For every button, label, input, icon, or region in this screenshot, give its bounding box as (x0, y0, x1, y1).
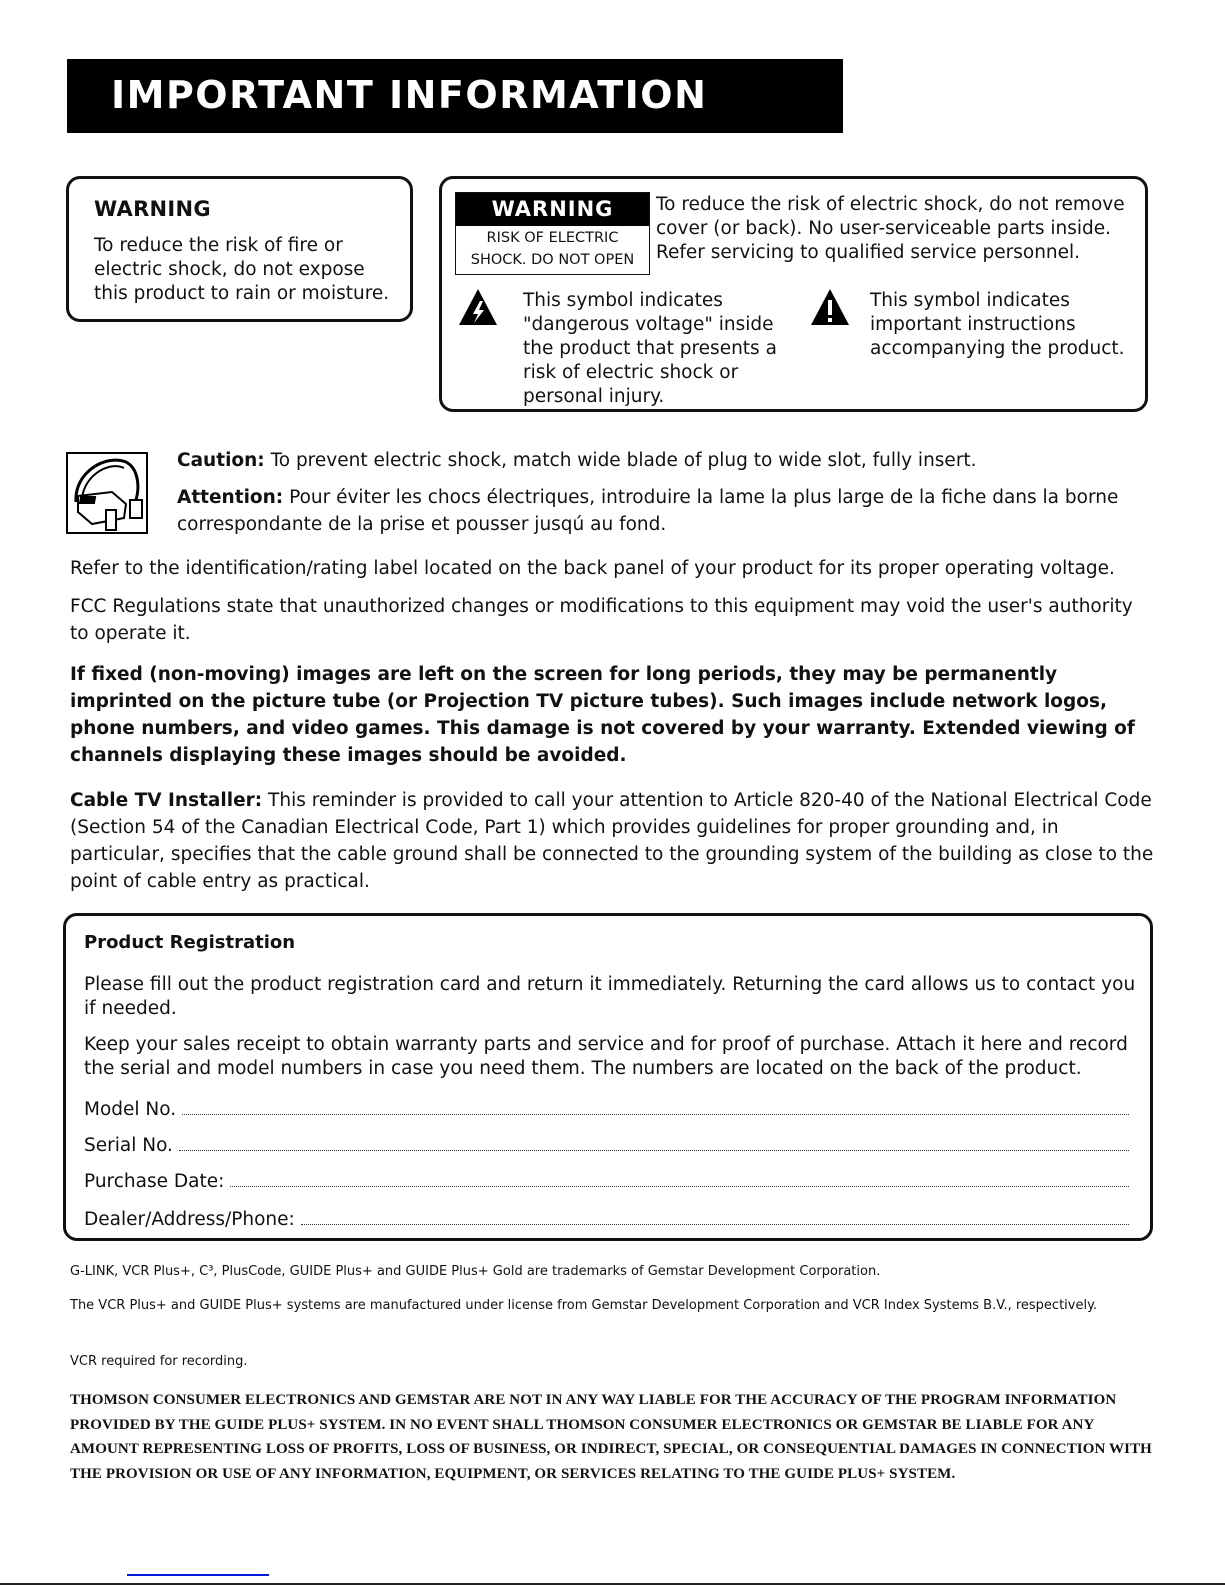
dealer-address-phone-label: Dealer/Address/Phone: (84, 1209, 295, 1230)
caution-en (177, 447, 1152, 474)
warning-label (455, 192, 650, 275)
liability-disclaimer: THOMSON CONSUMER ELECTRONICS AND GEMSTAR ARE NOT IN ANY WAY LIABLE FOR THE ACCURACY OF THE PROGRAM INFORMATION PROVIDED BY THE GUIDE PLUS+ SYSTEM. IN NO EVENT SHALL THOMSON CONSUMER ELECTRONICS OR GEMSTAR BE LIABLE FOR ANY AMOUNT REPRESENTING LOSS OF PROFITS, LOSS OF BUSINESS, OR INDIRECT, SPECIAL, OR CONSEQUENTIAL DAMAGES IN CONNECTION WITH THE PROVISION OR USE OF ANY INFORMATION, EQUIPMENT, OR SERVICES RELATING TO THE GUIDE PLUS+ SYSTEM. (70, 1392, 1152, 1482)
dealer-address-phone-field[interactable] (84, 1204, 1129, 1230)
attention-label: Attention: (177, 487, 284, 508)
license-notice: The VCR Plus+ and GUIDE Plus+ systems are manufactured under license from Gemstar Development Corporation and VCR Index Systems B.V., respectively. (70, 1298, 1098, 1313)
shock-warning-box (439, 176, 1148, 412)
trademarks-notice: G-LINK, VCR Plus+, C³, PlusCode, GUIDE Plus+ and GUIDE Plus+ Gold are trademarks of Gemstar Development Corporation. (70, 1264, 881, 1279)
serial-number-field[interactable] (84, 1130, 1129, 1156)
caution-fr (177, 484, 1152, 538)
purchase-date-line[interactable] (230, 1186, 1129, 1187)
warning-label-title: WARNING (456, 193, 649, 226)
registration-paragraph-1: Please fill out the product registration card and return it immediately. Returning the card allows us to contact you if needed. (84, 974, 1136, 1019)
instructions-symbol-text: This symbol indicates important instructions accompanying the product. (870, 290, 1125, 359)
product-registration-box (63, 913, 1153, 1241)
model-number-field[interactable] (84, 1094, 1129, 1120)
cable-installer-paragraph (70, 787, 1155, 895)
attention-text: Pour éviter les chocs électriques, introduire la lame la plus large de la fiche dans la borne correspondante de la prise et pousser jusqú au fond. (177, 487, 1119, 535)
cable-installer-text: This reminder is provided to call your attention to Article 820-40 of the National Electrical Code (Section 54 of the Canadian Electrical Code, Part 1) which provides guidelines for proper grounding and, in particular, specifies that the cable ground shall be connected to the grounding system of the building as close to the point of cable entry as practical. (70, 790, 1154, 892)
page-title-banner (67, 59, 843, 133)
serial-number-label: Serial No. (84, 1135, 173, 1156)
accent-line (127, 1574, 269, 1576)
registration-paragraph-2: Keep your sales receipt to obtain warranty parts and service and for proof of purchase. Attach it here and record the serial and model numbers in case you need them. The numbers are located on the back of the product. (84, 1034, 1128, 1079)
burn-in-warning-paragraph: If fixed (non-moving) images are left on the screen for long periods, they may be permanently imprinted on the picture tube (or Projection TV picture tubes). Such images include network logos, phone numbers, and video games. This damage is not covered by your warranty. Extended viewing of channels displaying these images should be avoided. (70, 664, 1135, 766)
model-number-label: Model No. (84, 1099, 177, 1120)
purchase-date-field[interactable] (84, 1166, 1129, 1192)
caution-label: Caution: (177, 450, 265, 471)
warning-label-subtitle (456, 226, 649, 274)
page-title: IMPORTANT INFORMATION (111, 73, 708, 117)
warning-title: WARNING (94, 197, 211, 221)
warning-label-line1: RISK OF ELECTRIC (486, 230, 619, 246)
registration-title: Product Registration (84, 932, 296, 953)
model-number-line[interactable] (182, 1114, 1129, 1115)
dealer-address-phone-line[interactable] (301, 1224, 1129, 1225)
warning-box (66, 176, 413, 322)
warning-body: To reduce the risk of fire or electric shock, do not expose this product to rain or moisture. (94, 235, 390, 304)
warning-label-line2: SHOCK. DO NOT OPEN (470, 252, 635, 268)
vcr-required-notice: VCR required for recording. (70, 1354, 248, 1369)
purchase-date-label: Purchase Date: (84, 1171, 225, 1192)
rating-label-paragraph: Refer to the identification/rating label located on the back panel of your product for its proper operating voltage. (70, 558, 1115, 579)
caution-text: To prevent electric shock, match wide blade of plug to wide slot, fully insert. (264, 450, 977, 471)
exclamation-triangle-icon (810, 287, 850, 327)
fcc-paragraph: FCC Regulations state that unauthorized changes or modifications to this equipment may void the user's authority to operate it. (70, 596, 1133, 644)
lightning-triangle-icon (458, 287, 498, 327)
shock-warning-description: To reduce the risk of electric shock, do not remove cover (or back). No user-serviceable parts inside. Refer servicing to qualified service personnel. (656, 194, 1125, 263)
polarized-plug-icon (66, 452, 148, 534)
serial-number-line[interactable] (179, 1150, 1129, 1151)
voltage-symbol-text: This symbol indicates "dangerous voltage" inside the product that presents a risk of electric shock or personal injury. (523, 290, 777, 407)
cable-installer-label: Cable TV Installer: (70, 790, 263, 811)
